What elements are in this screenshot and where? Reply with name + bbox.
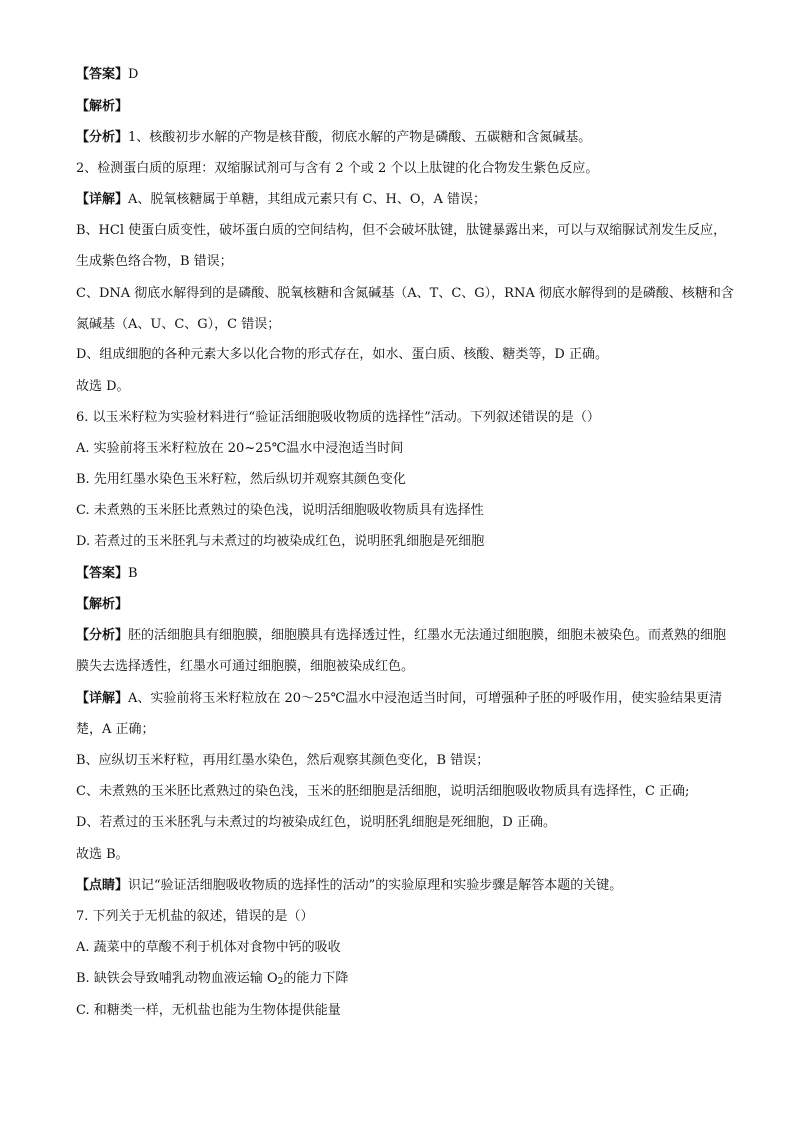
answer-tag: 【答案】 bbox=[76, 566, 129, 581]
analysis-5-option-b: B、HCl 使蛋白质变性，破坏蛋白质的空间结构，但不会破坏肽键，肽键暴露出来，可以与双缩脲试剂发生反应，生成紫色络合物，B 错误； bbox=[76, 223, 727, 269]
analysis-tag: 【解析】 bbox=[76, 597, 129, 612]
answer-tag: 【答案】 bbox=[76, 67, 129, 82]
analysis-6-dianjing bbox=[76, 877, 734, 895]
question-6-option-b: B. 先用红墨水染色玉米籽粒，然后纵切并观察其颜色变化 bbox=[76, 472, 406, 487]
fenxi-text: 1、核酸初步水解的产物是核苷酸，彻底水解的产物是磷酸、五碳糖和含氮碱基。 bbox=[128, 130, 592, 145]
analysis-6-fenxi bbox=[76, 620, 734, 682]
answer-value: B bbox=[128, 566, 138, 581]
analysis-5-conclusion: 故选 D。 bbox=[76, 379, 130, 394]
analysis-5-heading bbox=[76, 98, 734, 116]
dianjing-text: 识记“验证活细胞吸收物质的选择性的活动”的实验原理和实验步骤是解答本题的关键。 bbox=[128, 878, 623, 893]
analysis-6-option-d: D、若煮过的玉米胚乳与未煮过的均被染成红色，说明胚乳细胞是死细胞，D 正确。 bbox=[76, 815, 556, 830]
analysis-6-option-b: B、应纵切玉米籽粒，再用红墨水染色，然后观察其颜色变化，B 错误； bbox=[76, 753, 490, 768]
analysis-6-option-c: C、未煮熟的玉米胚比煮熟过的染色浅，玉米的胚细胞是活细胞，说明活细胞吸收物质具有选择性，C 正确; bbox=[76, 784, 690, 799]
fenxi-tag: 【分析】 bbox=[76, 130, 129, 145]
answer-5 bbox=[76, 66, 734, 84]
question-6-option-a: A. 实验前将玉米籽粒放在 20~25℃温水中浸泡适当时间 bbox=[76, 441, 404, 456]
question-7-option-b bbox=[76, 970, 734, 988]
question-7-option-a: A. 蔬菜中的草酸不利于机体对食物中钙的吸收 bbox=[76, 940, 341, 955]
analysis-5-option-d: D、组成细胞的各种元素大多以化合物的形式存在，如水、蛋白质、核酸、糖类等，D 正确。 bbox=[76, 347, 608, 362]
question-6-stem: 6. 以玉米籽粒为实验材料进行“验证活细胞吸收物质的选择性”活动。下列叙述错误的是（） bbox=[76, 410, 600, 425]
question-6-option-d: D. 若煮过的玉米胚乳与未煮过的均被染成红色，说明胚乳细胞是死细胞 bbox=[76, 534, 485, 549]
dianjing-tag: 【点睛】 bbox=[76, 878, 129, 893]
analysis-tag: 【解析】 bbox=[76, 99, 129, 114]
question-6-option-c: C. 未煮熟的玉米胚比煮熟过的染色浅，说明活细胞吸收物质具有选择性 bbox=[76, 503, 484, 518]
xiangjie-tag: 【详解】 bbox=[76, 192, 129, 207]
question-7-option-c: C. 和糖类一样，无机盐也能为生物体提供能量 bbox=[76, 1003, 341, 1018]
analysis-6-xiangjie bbox=[76, 683, 734, 745]
option-b-text-post: 的能力下降 bbox=[283, 971, 349, 986]
analysis-5-option-c: C、DNA 彻底水解得到的是磷酸、脱氧核糖和含氮碱基（A、T、C、G），RNA 彻底水解得到的是磷酸、核糖和含氮碱基（A、U、C、G），C 错误； bbox=[76, 286, 734, 332]
xiangjie-tag: 【详解】 bbox=[76, 691, 129, 706]
analysis-5-fenxi bbox=[76, 129, 734, 147]
analysis-5-xiangjie bbox=[76, 191, 734, 209]
analysis-5-fenxi-2: 2、检测蛋白质的原理：双缩脲试剂可与含有 2 个或 2 个以上肽键的化合物发生紫色反应。 bbox=[76, 161, 599, 176]
answer-6 bbox=[76, 565, 734, 583]
fenxi-tag: 【分析】 bbox=[76, 628, 129, 643]
answer-value: D bbox=[128, 67, 139, 82]
analysis-6-heading bbox=[76, 596, 734, 614]
option-b-text-pre: B. 缺铁会导致哺乳动物血液运输 O bbox=[76, 971, 278, 986]
fenxi-text: 胚的活细胞具有细胞膜，细胞膜具有选择透过性，红墨水无法通过细胞膜，细胞未被染色。而煮熟的细胞膜失去选择透性，红墨水可通过细胞膜，细胞被染成红色。 bbox=[76, 628, 727, 674]
question-7-stem: 7. 下列关于无机盐的叙述，错误的是（） bbox=[76, 909, 314, 924]
analysis-6-conclusion: 故选 B。 bbox=[76, 847, 129, 862]
xiangjie-text: A、实验前将玉米籽粒放在 20～25℃温水中浸泡适当时间，可增强种子胚的呼吸作用，使实验结果更清楚，A 正确； bbox=[76, 691, 723, 737]
xiangjie-text: A、脱氧核糖属于单糖，其组成元素只有 C、H、O，A 错误； bbox=[128, 192, 486, 207]
oxygen-subscript: 2 bbox=[277, 977, 284, 987]
